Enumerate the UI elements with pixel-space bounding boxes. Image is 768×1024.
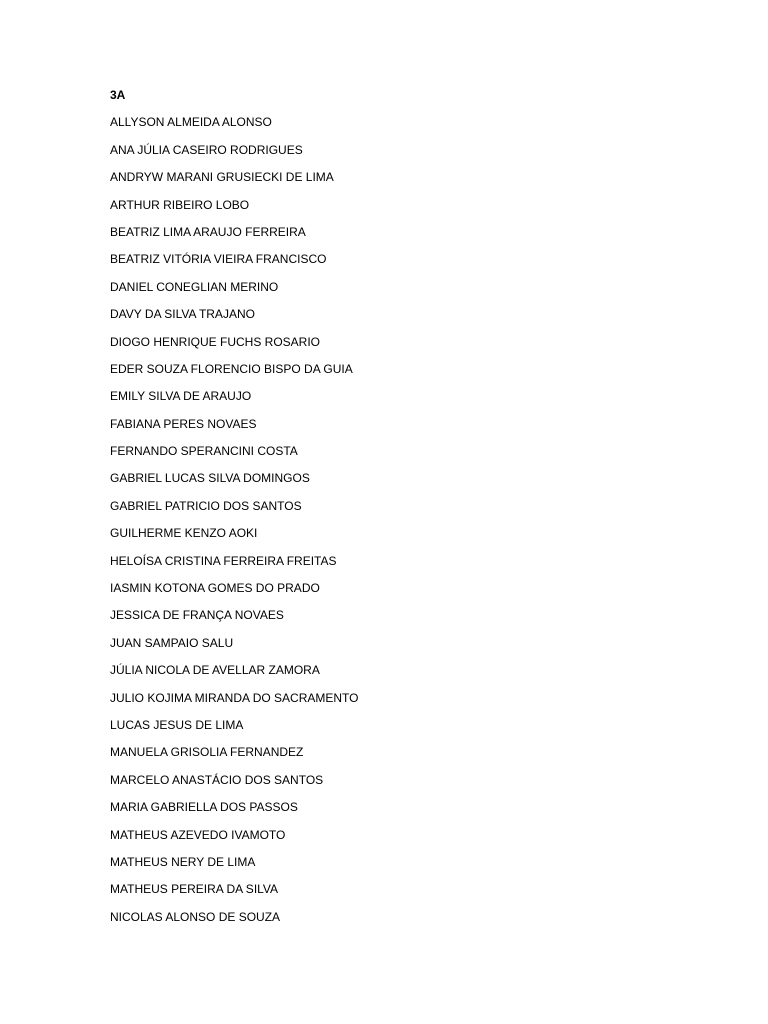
document-body [110, 86, 710, 935]
student-name: ANA JÚLIA CASEIRO RODRIGUES [110, 142, 303, 157]
student-name: DAVY DA SILVA TRAJANO [110, 307, 255, 322]
student-name: ARTHUR RIBEIRO LOBO [110, 197, 250, 212]
student-name: MATHEUS NERY DE LIMA [110, 854, 256, 869]
student-name: BEATRIZ LIMA ARAUJO FERREIRA [110, 224, 306, 239]
student-name: NICOLAS ALONSO DE SOUZA [110, 909, 281, 924]
student-name: MANUELA GRISOLIA FERNANDEZ [110, 745, 304, 760]
student-name: JESSICA DE FRANÇA NOVAES [110, 608, 284, 623]
student-name: GABRIEL PATRICIO DOS SANTOS [110, 498, 302, 513]
student-name: LUCAS JESUS DE LIMA [110, 717, 244, 732]
student-name: FABIANA PERES NOVAES [110, 416, 257, 431]
student-name: GABRIEL LUCAS SILVA DOMINGOS [110, 471, 310, 486]
student-name: JÚLIA NICOLA DE AVELLAR ZAMORA [110, 663, 320, 678]
student-name: BEATRIZ VITÓRIA VIEIRA FRANCISCO [110, 252, 327, 267]
student-name: EDER SOUZA FLORENCIO BISPO DA GUIA [110, 361, 353, 376]
student-name: DIOGO HENRIQUE FUCHS ROSARIO [110, 334, 321, 349]
student-list [110, 113, 710, 925]
class-title: 3A [110, 88, 126, 102]
student-name: ALLYSON ALMEIDA ALONSO [110, 115, 272, 130]
student-name: EMILY SILVA DE ARAUJO [110, 389, 252, 404]
student-name: GUILHERME KENZO AOKI [110, 526, 258, 541]
student-name: DANIEL CONEGLIAN MERINO [110, 279, 279, 294]
student-name: JULIO KOJIMA MIRANDA DO SACRAMENTO [110, 690, 359, 705]
student-name: MARIA GABRIELLA DOS PASSOS [110, 800, 298, 815]
student-name: FERNANDO SPERANCINI COSTA [110, 444, 298, 459]
student-name: HELOÍSA CRISTINA FERREIRA FREITAS [110, 553, 337, 568]
student-name: MARCELO ANASTÁCIO DOS SANTOS [110, 772, 324, 787]
student-name: MATHEUS AZEVEDO IVAMOTO [110, 827, 286, 842]
student-name: JUAN SAMPAIO SALU [110, 635, 234, 650]
student-name: IASMIN KOTONA GOMES DO PRADO [110, 581, 320, 596]
student-name: MATHEUS PEREIRA DA SILVA [110, 882, 279, 897]
student-name: ANDRYW MARANI GRUSIECKI DE LIMA [110, 170, 334, 185]
